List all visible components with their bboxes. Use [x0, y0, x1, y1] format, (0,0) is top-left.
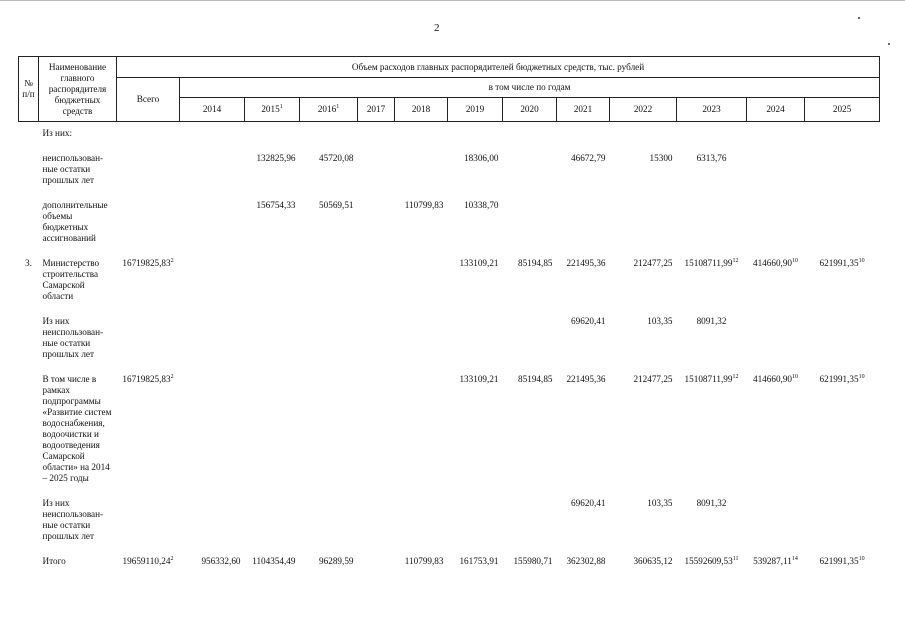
row-name-value: Из них: — [42, 128, 73, 138]
year-cell — [245, 492, 300, 550]
year-cell-value: 212477,25 — [633, 374, 673, 384]
page-top-edge — [0, 0, 905, 1]
footnote-mark: 2 — [170, 556, 174, 562]
footnote-mark: 2 — [170, 258, 174, 264]
year-cell-value: 155980,71 — [513, 556, 553, 566]
footnote-mark: 2 — [170, 374, 174, 380]
row-name — [39, 194, 117, 252]
year-cell — [358, 122, 395, 148]
row-total — [117, 492, 180, 550]
year-cell — [610, 252, 677, 310]
year-cell-value: 110799,83 — [404, 200, 444, 210]
year-cell-value: 1104354,49 — [252, 556, 296, 566]
year-header — [503, 98, 557, 122]
year-cell-value: 221495,36 — [566, 374, 606, 384]
year-cell-value: 96289,59 — [319, 556, 354, 566]
row-index — [19, 147, 39, 194]
year-cell — [747, 550, 805, 575]
year-cell-value: 15592609,53 — [684, 556, 733, 566]
year-cell — [503, 310, 557, 368]
year-cell — [395, 368, 448, 492]
table-row — [19, 368, 880, 492]
year-cell — [805, 310, 880, 368]
year-header — [300, 98, 358, 122]
year-cell — [180, 492, 245, 550]
year-cell — [805, 147, 880, 194]
row-name — [39, 550, 117, 575]
year-cell-value: 110799,83 — [404, 556, 444, 566]
year-label: 2020 — [520, 104, 539, 114]
table-row — [19, 147, 880, 194]
row-name-value: В том числе в рамках подпрограммы «Развитие систем водоснабжения, водоочистки и водоотведения Самарской области» на 2014 – 2025 годы — [42, 374, 112, 483]
year-label: 2019 — [465, 104, 485, 114]
year-cell — [747, 492, 805, 550]
year-cell — [395, 122, 448, 148]
year-cell — [448, 147, 503, 194]
year-cell — [448, 310, 503, 368]
scan-speck — [858, 17, 860, 19]
year-cell — [610, 492, 677, 550]
year-cell — [805, 122, 880, 148]
year-cell-value: 621991,35 — [819, 258, 859, 268]
year-cell — [610, 550, 677, 575]
year-cell — [747, 147, 805, 194]
year-cell — [557, 368, 610, 492]
budget-table — [18, 56, 880, 575]
year-cell — [503, 492, 557, 550]
year-cell — [395, 252, 448, 310]
year-label: 2025 — [832, 104, 852, 114]
year-cell — [557, 147, 610, 194]
year-cell — [610, 122, 677, 148]
year-cell — [358, 550, 395, 575]
year-cell — [395, 550, 448, 575]
row-total — [117, 122, 180, 148]
year-cell — [503, 550, 557, 575]
year-cell — [245, 368, 300, 492]
year-cell — [747, 252, 805, 310]
year-label: 2023 — [702, 104, 721, 114]
year-label: 2018 — [411, 104, 431, 114]
year-cell — [395, 492, 448, 550]
row-name — [39, 368, 117, 492]
year-cell — [503, 194, 557, 252]
year-header — [245, 98, 300, 122]
year-cell-value: 15108711,99 — [684, 258, 733, 268]
footnote-mark: 10 — [858, 374, 865, 380]
year-cell — [395, 310, 448, 368]
year-cell — [395, 147, 448, 194]
row-index — [19, 252, 39, 310]
year-header — [747, 98, 805, 122]
year-cell — [747, 310, 805, 368]
year-cell — [610, 310, 677, 368]
year-cell — [677, 122, 747, 148]
year-cell — [358, 252, 395, 310]
year-cell-value: 103,35 — [647, 498, 673, 508]
year-cell-value: 414660,90 — [752, 374, 793, 384]
year-cell-value: 161753,91 — [459, 556, 499, 566]
row-name — [39, 310, 117, 368]
year-cell — [805, 368, 880, 492]
year-cell — [747, 368, 805, 492]
year-cell-value: 956332,60 — [201, 556, 241, 566]
row-total — [117, 252, 180, 310]
row-total — [117, 194, 180, 252]
footnote-mark: 10 — [792, 258, 799, 264]
row-name — [39, 492, 117, 550]
year-cell-value: 414660,90 — [752, 258, 793, 268]
year-cell — [180, 368, 245, 492]
year-cell-value: 15300 — [649, 153, 673, 163]
table-row — [19, 252, 880, 310]
row-index-value: 3. — [25, 258, 32, 268]
year-cell — [300, 492, 358, 550]
year-cell — [805, 194, 880, 252]
year-header — [395, 98, 448, 122]
by-years-header: в том числе по годам — [180, 78, 880, 98]
table-row — [19, 550, 880, 575]
year-cell-value: 212477,25 — [633, 258, 673, 268]
year-cell — [300, 310, 358, 368]
year-cell-value: 85194,85 — [518, 374, 553, 384]
year-cell — [358, 368, 395, 492]
year-cell — [677, 492, 747, 550]
year-cell — [677, 368, 747, 492]
year-cell — [805, 252, 880, 310]
year-cell — [180, 310, 245, 368]
year-label: 2017 — [366, 104, 386, 114]
year-cell-value: 133109,21 — [459, 258, 499, 268]
year-header — [610, 98, 677, 122]
footnote-mark: 11 — [732, 556, 739, 562]
year-cell — [557, 310, 610, 368]
footnote-mark: 10 — [858, 258, 865, 264]
year-cell — [358, 194, 395, 252]
footnote-mark: 10 — [792, 374, 799, 380]
year-cell-value: 69620,41 — [571, 316, 606, 326]
year-label: 2016 — [317, 104, 337, 114]
row-name-value: Из них неиспользован-ные остатки прошлых лет — [42, 498, 104, 541]
row-index — [19, 194, 39, 252]
year-cell — [448, 122, 503, 148]
year-label: 2015 — [261, 104, 280, 114]
row-total-value: 16719825,83 — [122, 374, 171, 384]
row-total — [117, 550, 180, 575]
year-cell — [300, 194, 358, 252]
year-cell — [180, 194, 245, 252]
row-name — [39, 252, 117, 310]
year-header — [557, 98, 610, 122]
year-cell — [610, 368, 677, 492]
year-cell — [358, 492, 395, 550]
table-row — [19, 492, 880, 550]
year-cell — [805, 492, 880, 550]
year-cell-value: 362302,88 — [566, 556, 606, 566]
row-total-value: 19659110,24 — [122, 556, 171, 566]
year-cell — [557, 252, 610, 310]
row-name-value: Министерство строительства Самарской области — [42, 258, 100, 301]
row-name-value: Из них неиспользован-ные остатки прошлых лет — [42, 316, 104, 359]
year-cell — [677, 194, 747, 252]
year-cell — [300, 147, 358, 194]
row-total — [117, 310, 180, 368]
col-num-header: № п/п — [19, 57, 39, 122]
year-cell-value: 15108711,99 — [684, 374, 733, 384]
table-row — [19, 310, 880, 368]
row-name-value: дополнительные объемы бюджетных ассигнований — [42, 200, 108, 243]
year-cell — [557, 550, 610, 575]
year-cell-value: 360635,12 — [633, 556, 673, 566]
row-index — [19, 368, 39, 492]
year-cell — [747, 194, 805, 252]
table-header — [19, 57, 880, 122]
year-header — [805, 98, 880, 122]
year-cell — [747, 122, 805, 148]
row-index — [19, 492, 39, 550]
year-cell — [448, 194, 503, 252]
year-cell — [503, 252, 557, 310]
row-total — [117, 147, 180, 194]
year-cell — [677, 252, 747, 310]
year-cell — [358, 147, 395, 194]
footnote-mark: 12 — [732, 374, 739, 380]
page-number: 2 — [434, 22, 440, 34]
table-body — [19, 122, 880, 576]
year-cell-value: 50569,51 — [319, 200, 354, 210]
year-cell — [557, 492, 610, 550]
row-index — [19, 122, 39, 148]
year-cell — [245, 550, 300, 575]
col-total-header: Всего — [117, 78, 180, 122]
year-cell — [503, 122, 557, 148]
year-cell — [610, 194, 677, 252]
year-cell-value: 69620,41 — [571, 498, 606, 508]
year-cell-value: 156754,33 — [256, 200, 296, 210]
footnote-mark: 1 — [336, 104, 340, 110]
table-row — [19, 194, 880, 252]
year-cell — [180, 550, 245, 575]
year-cell — [245, 122, 300, 148]
year-cell — [448, 368, 503, 492]
year-cell-value: 8091,32 — [696, 316, 727, 326]
year-header — [448, 98, 503, 122]
table-row — [19, 122, 880, 148]
row-index — [19, 550, 39, 575]
year-cell-value: 46672,79 — [571, 153, 606, 163]
year-cell — [245, 194, 300, 252]
scan-speck — [888, 43, 890, 45]
year-cell — [358, 310, 395, 368]
year-cell — [180, 122, 245, 148]
year-cell — [300, 122, 358, 148]
year-cell — [503, 368, 557, 492]
year-cell — [557, 194, 610, 252]
year-cell — [180, 252, 245, 310]
footnote-mark: 1 — [279, 104, 283, 110]
row-total-value: 16719825,83 — [122, 258, 171, 268]
year-cell — [180, 147, 245, 194]
year-cell — [677, 550, 747, 575]
year-cell — [300, 550, 358, 575]
footnote-mark: 10 — [858, 556, 865, 562]
year-cell-value: 103,35 — [647, 316, 673, 326]
year-cell — [448, 252, 503, 310]
year-cell — [245, 310, 300, 368]
year-cell-value: 621991,35 — [819, 556, 859, 566]
year-cell — [448, 492, 503, 550]
volume-header: Объем расходов главных распорядителей бюджетных средств, тыс. рублей — [117, 57, 880, 78]
row-index — [19, 310, 39, 368]
year-label: 2022 — [633, 104, 653, 114]
year-cell — [300, 252, 358, 310]
year-header — [677, 98, 747, 122]
year-cell — [677, 310, 747, 368]
year-cell — [677, 147, 747, 194]
year-cell-value: 221495,36 — [566, 258, 606, 268]
row-name-value: неиспользован-ные остатки прошлых лет — [42, 153, 104, 185]
year-cell — [557, 122, 610, 148]
year-cell-value: 539287,11 — [753, 556, 792, 566]
year-cell-value: 85194,85 — [518, 258, 553, 268]
row-name — [39, 122, 117, 148]
year-cell-value: 45720,08 — [319, 153, 354, 163]
year-label: 2024 — [766, 104, 785, 114]
col-name-header: Наименование главного распорядителя бюджетных средств — [39, 57, 117, 122]
year-cell — [805, 550, 880, 575]
year-cell-value: 8091,32 — [696, 498, 727, 508]
year-cell-value: 621991,35 — [819, 374, 859, 384]
year-cell — [610, 147, 677, 194]
year-label: 2014 — [202, 104, 222, 114]
year-cell-value: 6313,76 — [696, 153, 727, 163]
year-cell-value: 10338,70 — [464, 200, 499, 210]
footnote-mark: 12 — [732, 258, 739, 264]
year-cell — [300, 368, 358, 492]
row-total — [117, 368, 180, 492]
row-name-value: Итого — [42, 556, 66, 566]
year-cell-value: 133109,21 — [459, 374, 499, 384]
year-cell — [448, 550, 503, 575]
year-cell-value: 132825,96 — [256, 153, 296, 163]
year-cell — [395, 194, 448, 252]
year-header — [358, 98, 395, 122]
year-cell — [245, 252, 300, 310]
footnote-mark: 14 — [791, 556, 798, 562]
year-cell — [503, 147, 557, 194]
year-label: 2021 — [573, 104, 593, 114]
year-cell-value: 18306,00 — [464, 153, 499, 163]
year-cell — [245, 147, 300, 194]
row-name — [39, 147, 117, 194]
year-header — [180, 98, 245, 122]
